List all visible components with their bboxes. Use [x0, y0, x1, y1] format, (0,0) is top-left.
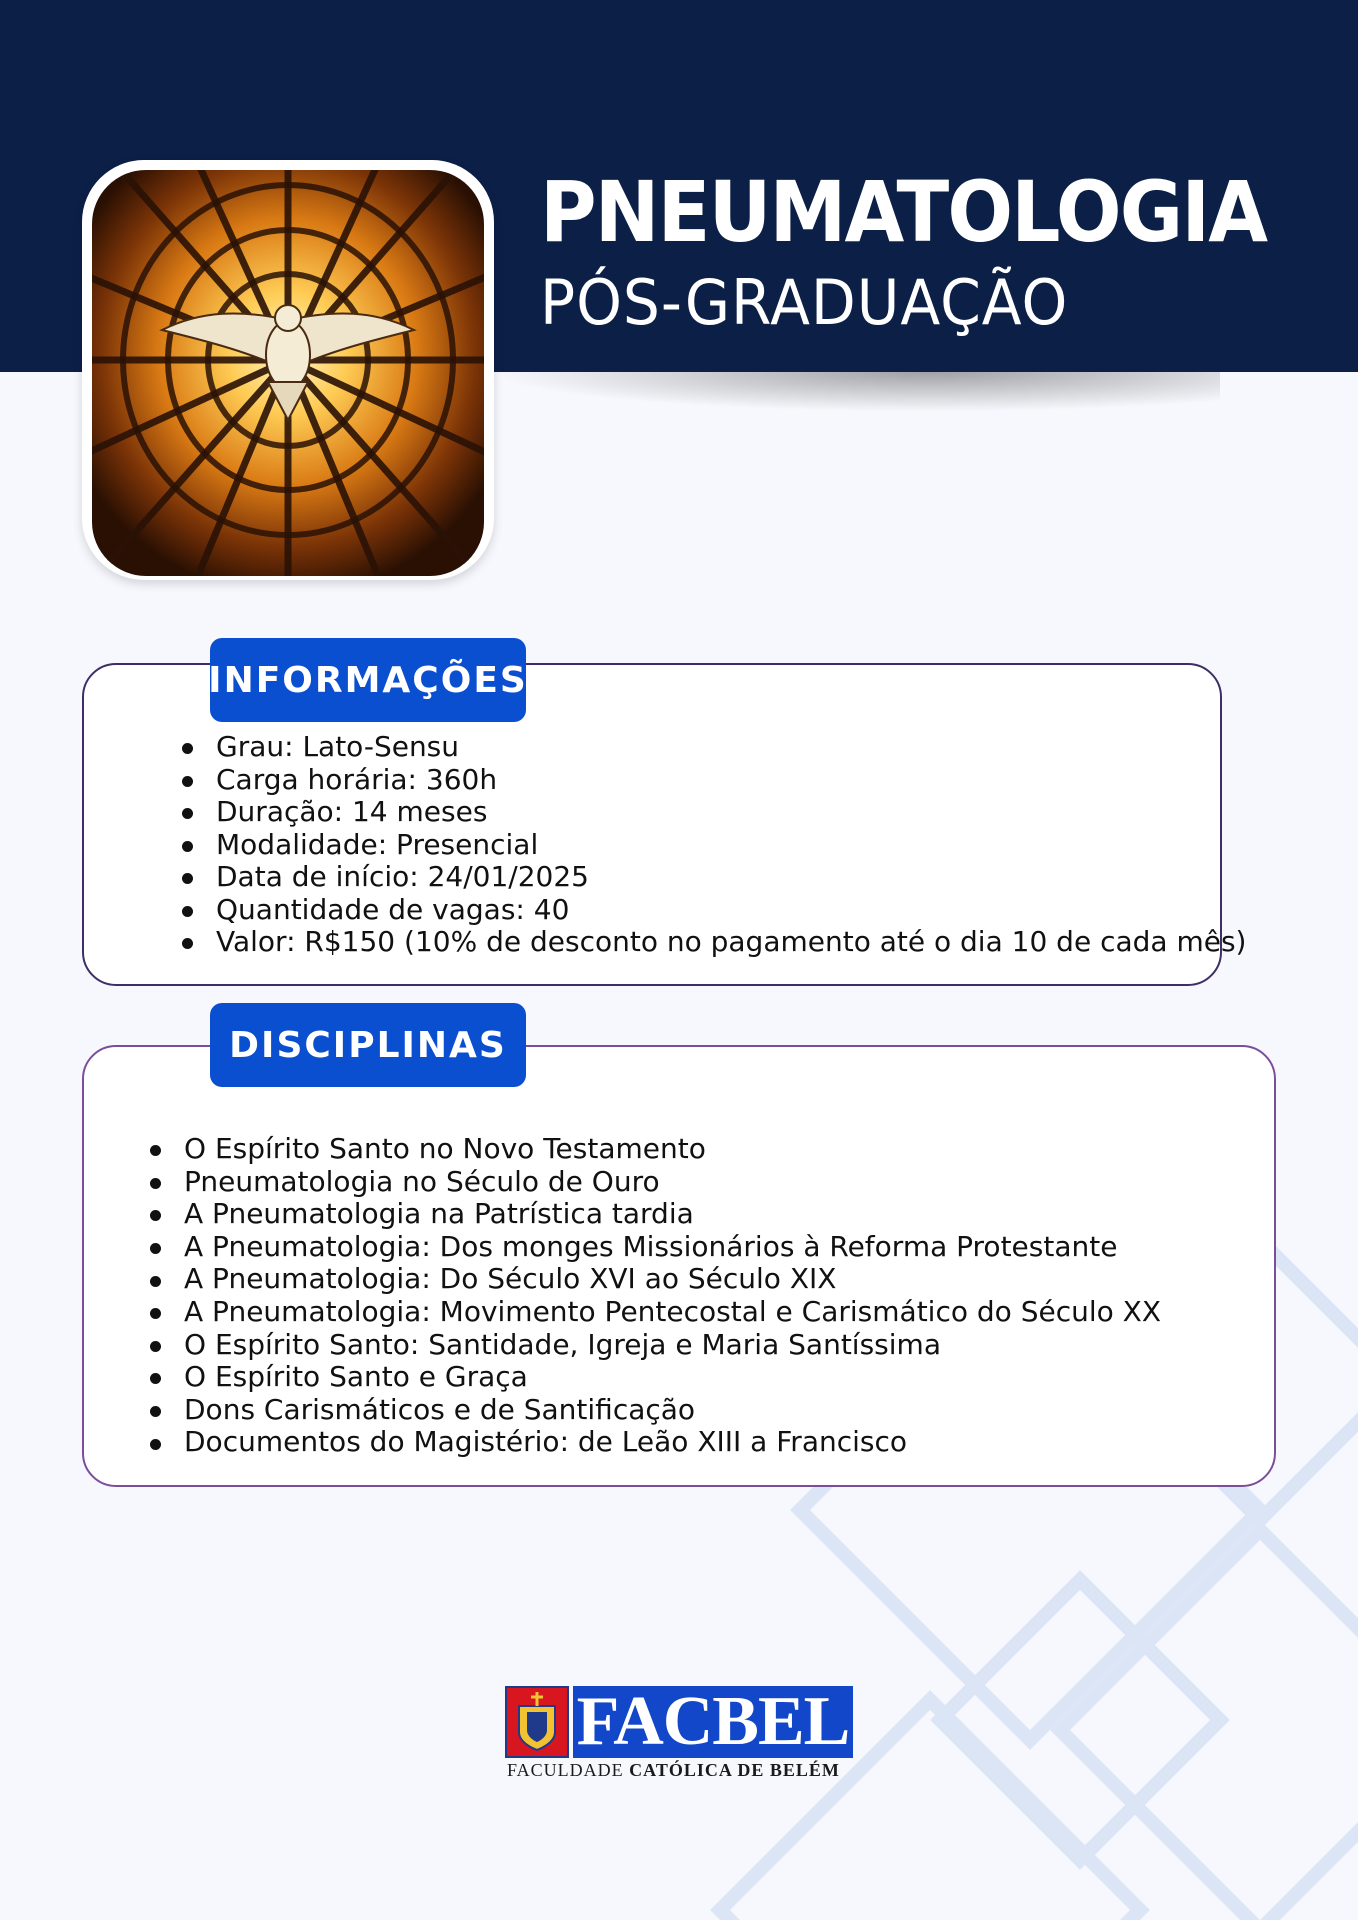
list-item: A Pneumatologia: Movimento Pentecostal e Carismático do Século XX [150, 1296, 1161, 1329]
informacoes-list [182, 731, 1246, 959]
dove-stained-glass-icon [92, 170, 484, 576]
logo-wordmark: FACBEL [573, 1686, 853, 1758]
list-item: Duração: 14 meses [182, 796, 1246, 829]
page-title: PNEUMATOLOGIA [540, 163, 1267, 261]
crest-icon [505, 1686, 569, 1758]
list-item: O Espírito Santo e Graça [150, 1361, 1161, 1394]
list-item: Valor: R$150 (10% de desconto no pagamento até o dia 10 de cada mês) [182, 926, 1246, 959]
list-item: Modalidade: Presencial [182, 829, 1246, 862]
list-item: A Pneumatologia: Dos monges Missionários à Reforma Protestante [150, 1231, 1161, 1264]
list-item: A Pneumatologia: Do Século XVI ao Século XIX [150, 1263, 1161, 1296]
informacoes-label: INFORMAÇÕES [210, 638, 526, 722]
list-item: Dons Carismáticos e de Santificação [150, 1394, 1161, 1427]
list-item: O Espírito Santo: Santidade, Igreja e Maria Santíssima [150, 1329, 1161, 1362]
list-item: Quantidade de vagas: 40 [182, 894, 1246, 927]
list-item: Data de início: 24/01/2025 [182, 861, 1246, 894]
list-item: Carga horária: 360h [182, 764, 1246, 797]
list-item: Grau: Lato-Sensu [182, 731, 1246, 764]
list-item: A Pneumatologia na Patrística tardia [150, 1198, 1161, 1231]
list-item: Pneumatologia no Século de Ouro [150, 1166, 1161, 1199]
disciplinas-list [150, 1133, 1161, 1459]
logo-subtitle [507, 1760, 853, 1781]
list-item: O Espírito Santo no Novo Testamento [150, 1133, 1161, 1166]
page-subtitle: PÓS-GRADUAÇÃO [540, 266, 1069, 339]
facbel-logo [505, 1683, 853, 1780]
header-shadow [490, 372, 1220, 412]
logo-subtitle-part2: CATÓLICA DE BELÉM [629, 1760, 840, 1780]
list-item: Documentos do Magistério: de Leão XIII a Francisco [150, 1426, 1161, 1459]
logo-subtitle-part1: FACULDADE [507, 1760, 624, 1780]
disciplinas-label: DISCIPLINAS [210, 1003, 526, 1087]
